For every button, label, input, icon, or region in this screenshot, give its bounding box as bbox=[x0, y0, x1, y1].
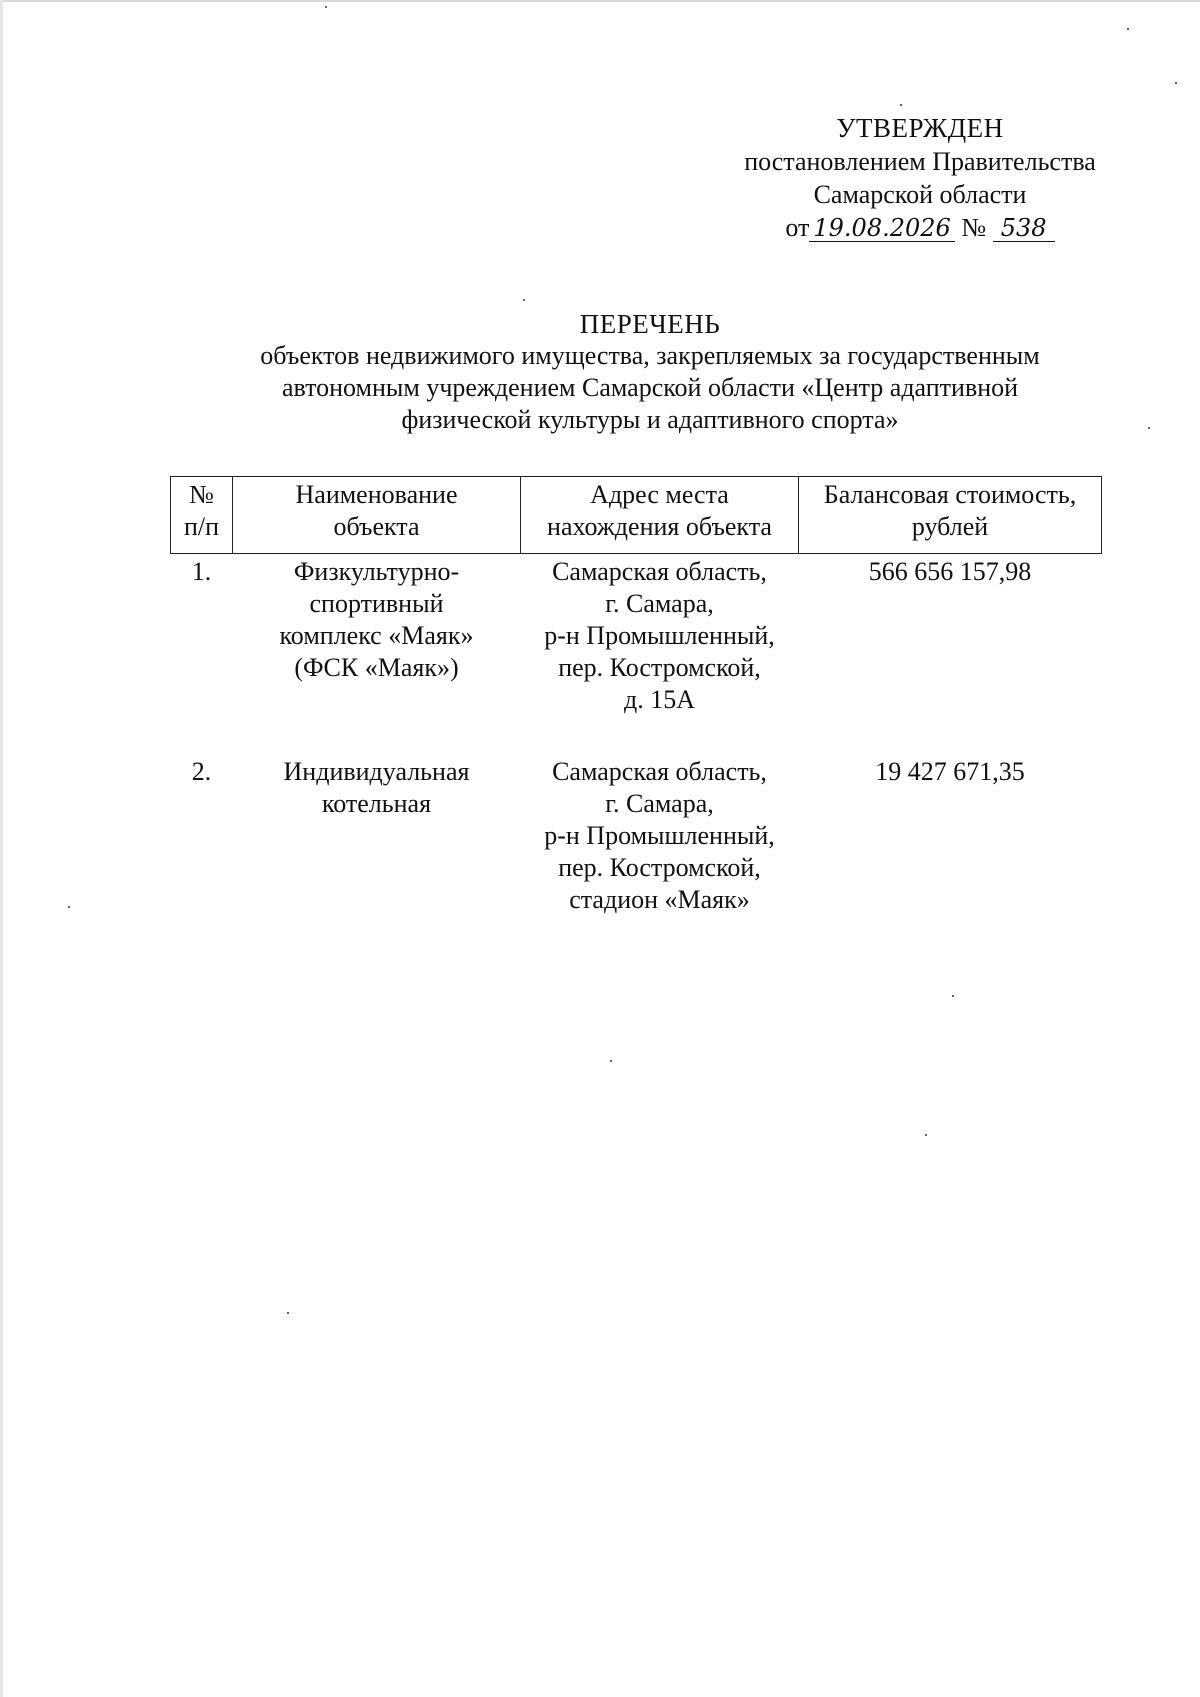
address-line: Самарская область, bbox=[552, 757, 767, 786]
row-number: 1. bbox=[191, 557, 212, 586]
header-address-line-2: нахождения объекта bbox=[547, 512, 772, 541]
scan-speck bbox=[952, 995, 954, 997]
table-row bbox=[171, 754, 1102, 916]
scan-speck bbox=[287, 1312, 289, 1314]
scan-speck bbox=[1175, 82, 1177, 84]
scan-speck bbox=[1148, 427, 1150, 429]
approval-line-2: Самарской области bbox=[813, 180, 1027, 209]
address-line: р-н Промышленный, bbox=[544, 621, 775, 650]
address-line: д. 15А bbox=[623, 685, 695, 714]
address-line: р-н Промышленный, bbox=[544, 821, 775, 850]
heading-line-3: физической культуры и адаптивного спорта» bbox=[401, 405, 899, 434]
heading-line-2: автономным учреждением Самарской области «Центр адаптивной bbox=[281, 373, 1019, 402]
name-line: котельная bbox=[321, 789, 432, 818]
table-header-row bbox=[171, 477, 1102, 554]
header-cost bbox=[799, 477, 1102, 554]
name-line: Физкультурно- bbox=[293, 557, 460, 586]
handwritten-date: 19.08.2026 bbox=[809, 215, 954, 242]
row-address bbox=[521, 554, 799, 755]
document-heading bbox=[170, 308, 1130, 436]
scan-speck bbox=[900, 104, 902, 106]
row-name bbox=[233, 554, 521, 755]
address-line: Самарская область, bbox=[552, 557, 767, 586]
date-prefix: от bbox=[785, 213, 810, 242]
header-address-line-1: Адрес места bbox=[590, 480, 729, 509]
header-cost-line-1: Балансовая стоимость, bbox=[823, 480, 1077, 509]
name-line: (ФСК «Маяк») bbox=[294, 653, 459, 682]
header-cost-line-2: рублей bbox=[911, 512, 989, 541]
scan-speck bbox=[325, 6, 327, 8]
header-number-line-1: № bbox=[189, 480, 214, 509]
header-name-line-1: Наименование bbox=[295, 480, 458, 509]
approval-date-line bbox=[720, 211, 1120, 244]
scan-speck bbox=[925, 1134, 927, 1136]
number-sign: № bbox=[961, 213, 987, 242]
header-name-line-2: объекта bbox=[333, 512, 420, 541]
document-title: ПЕРЕЧЕНЬ bbox=[579, 309, 721, 339]
row-cost: 566 656 157,98 bbox=[868, 557, 1032, 586]
heading-line-1: объектов недвижимого имущества, закрепляемых за государственным bbox=[260, 341, 1040, 370]
address-line: стадион «Маяк» bbox=[569, 885, 750, 914]
scan-edge-left bbox=[0, 0, 3, 1697]
row-name bbox=[233, 754, 521, 916]
scan-speck bbox=[1127, 28, 1129, 30]
scan-speck bbox=[68, 906, 70, 908]
address-line: г. Самара, bbox=[605, 789, 714, 818]
row-number: 2. bbox=[191, 757, 212, 786]
name-line: комплекс «Маяк» bbox=[279, 621, 474, 650]
row-cost: 19 427 671,35 bbox=[875, 757, 1025, 786]
header-number-line-2: п/п bbox=[183, 512, 220, 541]
address-line: г. Самара, bbox=[605, 589, 714, 618]
name-line: Индивидуальная bbox=[283, 757, 470, 786]
approval-block bbox=[720, 112, 1120, 244]
scan-speck bbox=[523, 299, 525, 301]
handwritten-number: 538 bbox=[993, 215, 1055, 242]
row-address bbox=[521, 754, 799, 916]
scan-edge-top bbox=[0, 0, 1200, 2]
property-table bbox=[170, 476, 1102, 916]
address-line: пер. Костромской, bbox=[558, 653, 761, 682]
approval-title: УТВЕРЖДЕН bbox=[836, 113, 1004, 143]
header-name bbox=[233, 477, 521, 554]
table-row bbox=[171, 554, 1102, 755]
header-number bbox=[171, 477, 233, 554]
address-line: пер. Костромской, bbox=[558, 853, 761, 882]
scan-speck bbox=[610, 1060, 612, 1062]
header-address bbox=[521, 477, 799, 554]
approval-line-1: постановлением Правительства bbox=[744, 147, 1096, 176]
name-line: спортивный bbox=[309, 589, 444, 618]
